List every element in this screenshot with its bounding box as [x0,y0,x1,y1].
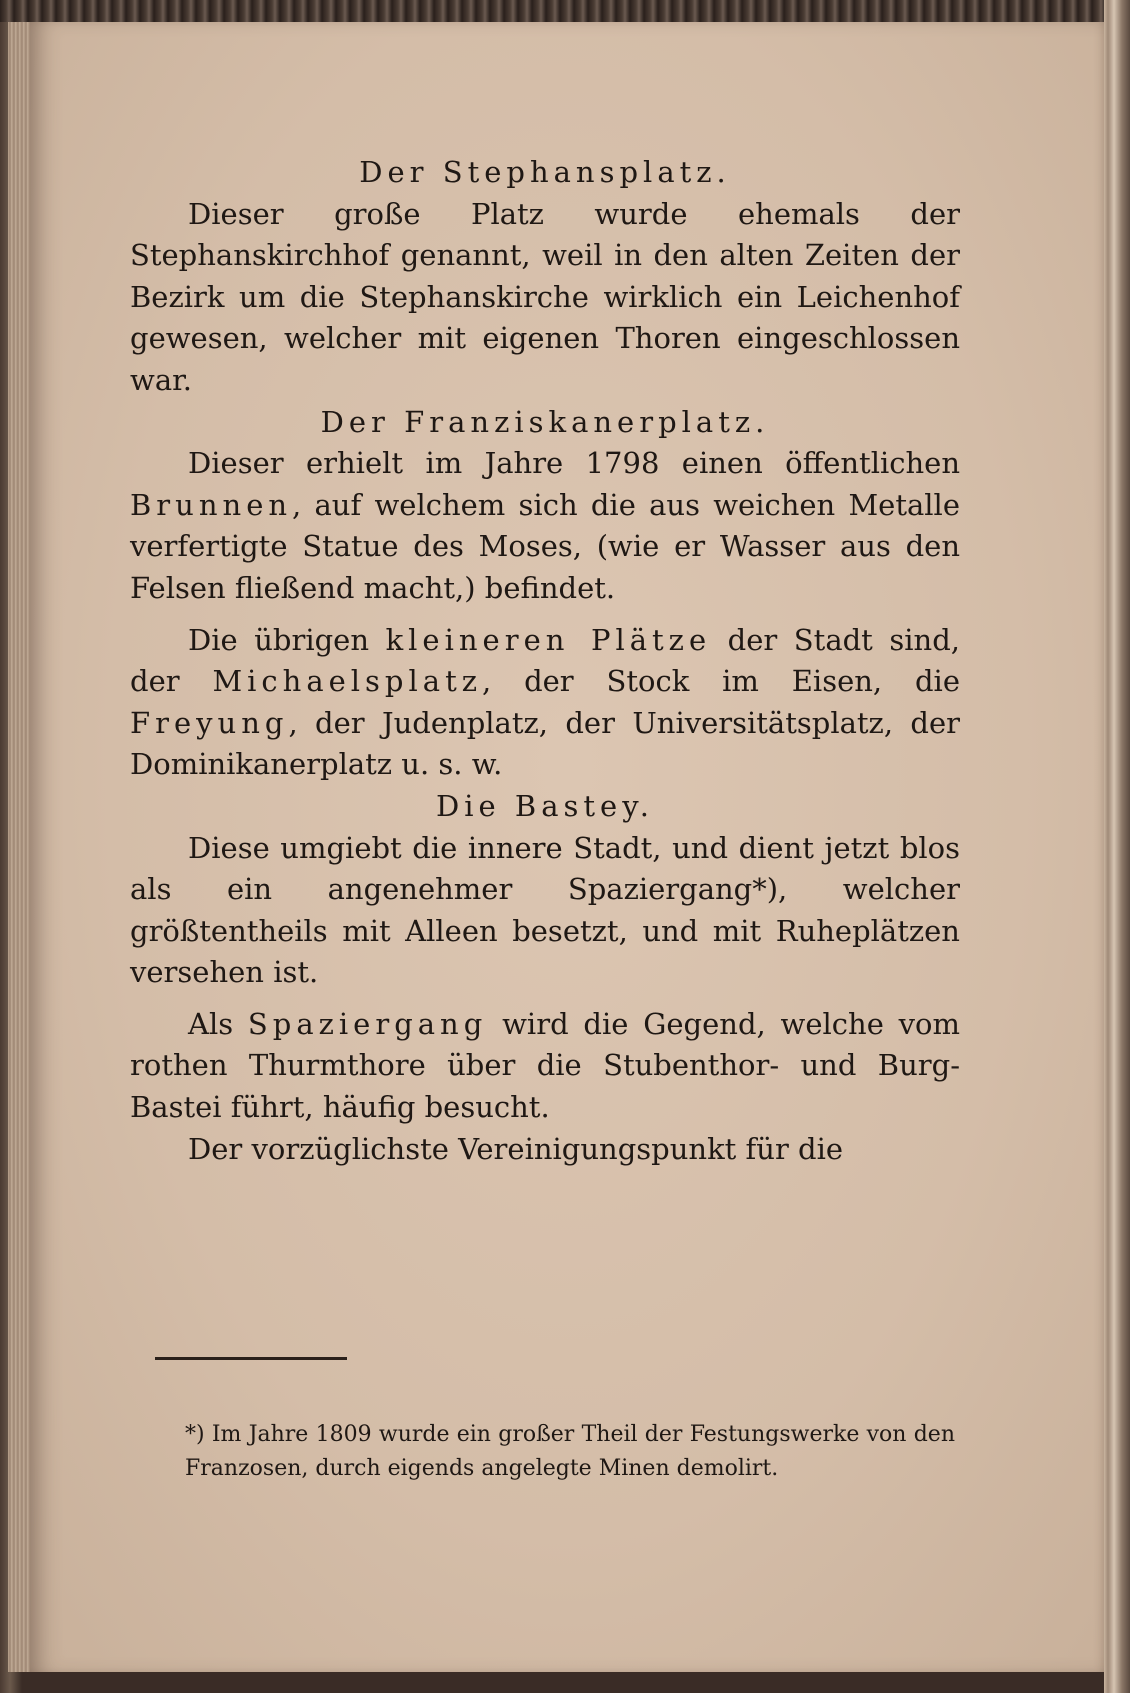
page-text [130,152,960,1170]
spaced-term-freyung: Freyung [130,705,289,740]
footnote [185,1418,955,1486]
paragraph-spaziergang [130,1004,960,1129]
footnote-marker: *) [185,1422,205,1447]
paragraph-franziskanerplatz [130,443,960,609]
text-span: Als [188,1006,248,1041]
book-top-edge [0,0,1130,22]
spaced-term-brunnen: Brunnen [130,487,293,522]
text-span: , der Stock im Eisen, die [482,664,960,699]
section-heading-bastey: Die Bastey. [436,788,654,823]
text-span: Dieser erhielt im Jahre 1798 einen öffentlichen [188,446,960,481]
footnote-rule [155,1357,347,1360]
text-span: , auf welchem sich die aus weichen Metalle verfertigte Statue des Moses, (wie er Wasser aus den Felsen fließend macht,) befindet. [130,487,960,605]
text-span: , der Judenplatz, der Universitätsplatz, der Dominikanerplatz u. s. w. [130,705,960,782]
page-gutter [8,22,30,1672]
paragraph-stephansplatz: Dieser große Platz wurde ehemals der Stephanskirchhof genannt, weil in den alten Zeiten der Bezirk um die Stephanskirche wirklich ein Leichenhof gewesen, welcher mit eigenen Thoren eingeschlossen war. [130,196,960,397]
text-span: der Stadt sind, der [130,622,960,699]
footnote-text: Im Jahre 1809 wurde ein großer Theil der Festungswerke von den Franzosen, durch eigends angelegte Minen demolirt. [185,1422,955,1481]
spacer [130,994,960,1004]
spaced-term-kleinere-plaetze: kleineren Plätze [385,622,712,657]
section-heading-stephansplatz: Der Stephansplatz. [359,155,731,189]
spacer [130,610,960,620]
paragraph-bastey: Diese umgiebt die innere Stadt, und dient jetzt blos als ein angenehmer Spaziergang*), welcher größtentheils mit Alleen besetzt, und mit Ruheplätzen versehen ist. [130,830,960,990]
spaced-term-spaziergang: Spaziergang [247,1006,488,1041]
section-heading-franziskanerplatz: Der Franziskanerplatz. [320,404,770,439]
spaced-term-michaelsplatz: Michaelsplatz [212,664,482,699]
paragraph-other-squares [130,620,960,786]
text-span: Die übrigen [188,622,386,657]
text-span: wird die Gegend, welche vom rothen Thurmthore über die Stubenthor- und Burg-Bastei führt, häufig besucht. [130,1006,960,1125]
page-stack-edge [1104,0,1130,1693]
paragraph-vereinigungspunkt: Der vorzüglichste Vereinigungspunkt für die [188,1131,844,1166]
